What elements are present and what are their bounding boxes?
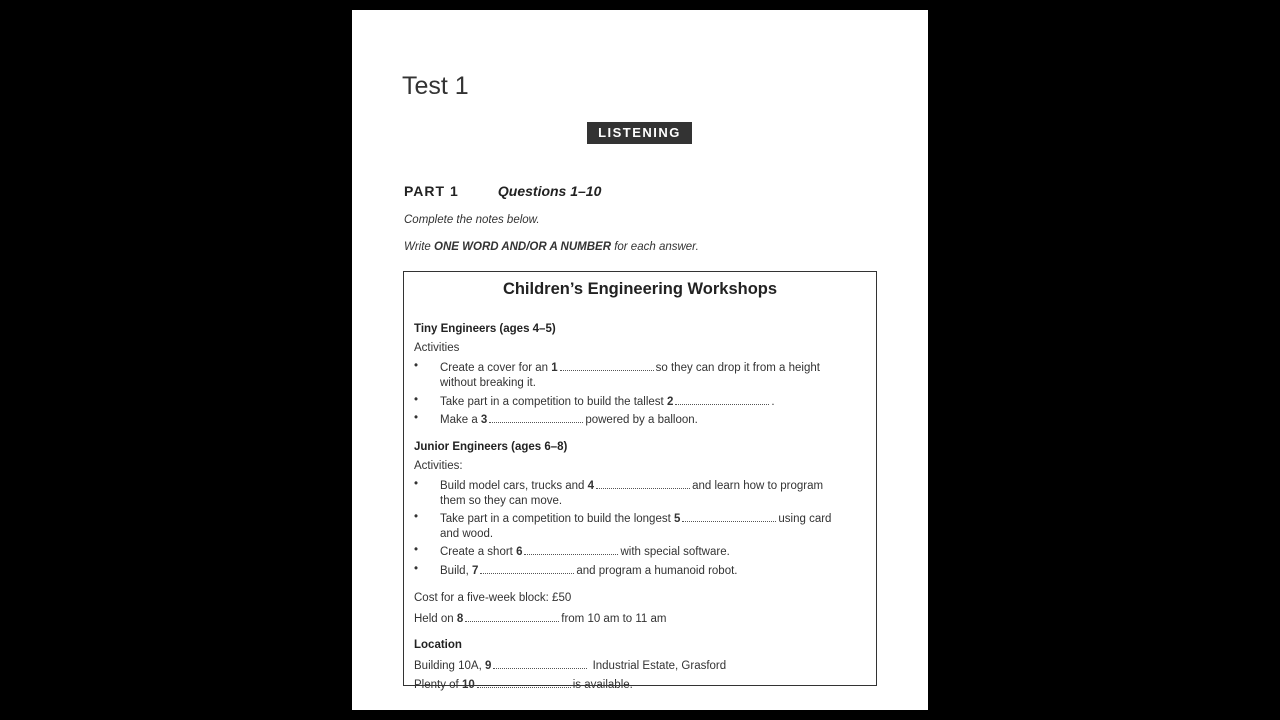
item-text: Take part in a competition to build the longest: [440, 513, 674, 525]
answer-gap[interactable]: [480, 563, 574, 574]
instruction-2-pre: Write: [404, 241, 435, 253]
item-text: Building 10A,: [414, 660, 485, 672]
location-line-2: [414, 677, 633, 691]
answer-gap[interactable]: [493, 658, 587, 669]
instruction-2-bold: ONE WORD AND/OR A NUMBER: [434, 241, 611, 253]
instruction-1: Complete the notes below.: [404, 214, 540, 226]
junior-heading: Junior Engineers (ages 6–8): [414, 441, 568, 453]
question-number: 5: [673, 513, 681, 525]
bullet-icon: •: [414, 544, 419, 556]
item-text: from 10 am to 11 am: [561, 613, 667, 625]
bullet-icon: •: [414, 394, 419, 406]
bullet-icon: •: [414, 563, 419, 575]
answer-gap[interactable]: [477, 677, 571, 688]
item-text: using card: [778, 513, 832, 525]
exam-page: [352, 10, 928, 710]
question-number: 8: [456, 613, 464, 625]
notes-box: [403, 271, 877, 691]
item-text: Industrial Estate, Grasford: [589, 660, 727, 672]
section-label: LISTENING: [587, 122, 692, 144]
instruction-2-post: for each answer.: [611, 241, 699, 253]
answer-gap[interactable]: [465, 611, 559, 622]
item-text: Build model cars, trucks and: [440, 480, 588, 492]
instruction-2: [404, 241, 699, 253]
test-title: Test 1: [402, 72, 469, 100]
questions-label: Questions 1–10: [497, 183, 602, 199]
cost-line: Cost for a five-week block: £50: [414, 592, 572, 604]
question-number: 9: [484, 660, 492, 672]
question-number: 7: [471, 565, 479, 577]
question-number: 2: [666, 396, 674, 408]
bullet-icon: •: [414, 412, 419, 424]
question-number: 6: [516, 546, 523, 558]
item-text: Create a cover for an: [440, 362, 552, 374]
item-text: .: [771, 396, 775, 408]
item-text: without breaking it.: [440, 377, 536, 389]
item-text: Build,: [440, 565, 472, 577]
answer-gap[interactable]: [560, 360, 654, 371]
held-line: [414, 611, 667, 625]
tiny-heading: Tiny Engineers (ages 4–5): [414, 323, 556, 335]
part-label: PART 1: [404, 183, 459, 199]
question-number: 1: [551, 362, 558, 374]
question-number: 10: [461, 679, 475, 691]
item-text: with special software.: [620, 546, 730, 558]
bullet-icon: •: [414, 360, 419, 372]
bullet-icon: •: [414, 511, 419, 523]
item-text: Make a: [440, 414, 481, 426]
item-text: Create a short: [440, 546, 517, 558]
location-line-1: [414, 658, 726, 672]
item-text: them so they can move.: [440, 495, 563, 507]
item-text: Held on: [414, 613, 457, 625]
part-heading: [404, 183, 601, 199]
item-text: Plenty of: [414, 679, 462, 691]
item-text: and program a humanoid robot.: [576, 565, 738, 577]
answer-gap[interactable]: [524, 544, 618, 555]
tiny-activities-label: Activities: [414, 342, 460, 354]
answer-gap[interactable]: [682, 511, 776, 522]
answer-gap[interactable]: [489, 412, 583, 423]
answer-gap[interactable]: [596, 478, 690, 489]
question-number: 4: [587, 480, 595, 492]
item-text: so they can drop it from a height: [655, 362, 820, 374]
item-text: powered by a balloon.: [585, 414, 698, 426]
item-text: is available.: [572, 679, 633, 691]
notes-title: Children’s Engineering Workshops: [502, 280, 778, 298]
answer-gap[interactable]: [675, 394, 769, 405]
junior-activities-label: Activities:: [414, 460, 463, 472]
bullet-icon: •: [414, 478, 419, 490]
item-text: Take part in a competition to build the tallest: [440, 396, 667, 408]
item-text: and learn how to program: [692, 480, 824, 492]
location-heading: Location: [414, 639, 462, 651]
item-text: and wood.: [440, 528, 494, 540]
question-number: 3: [480, 414, 488, 426]
